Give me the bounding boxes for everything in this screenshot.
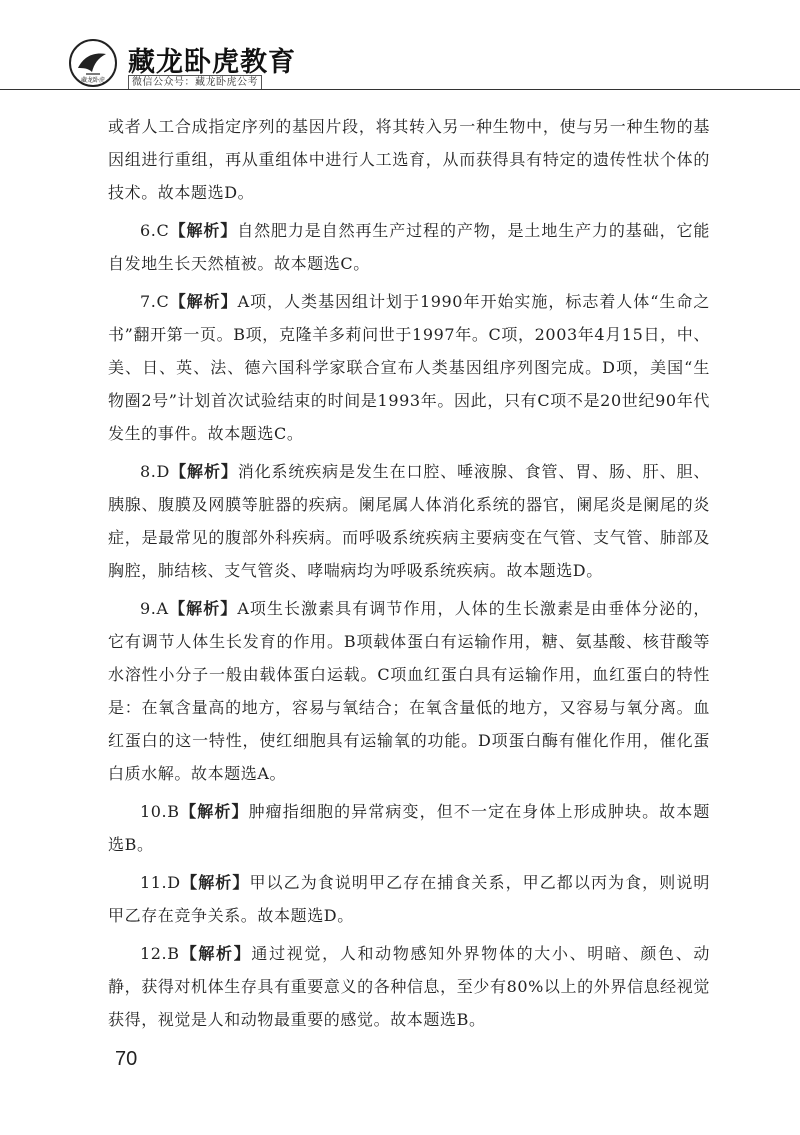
answer-letter: B [167, 802, 180, 821]
answer-letter: C [156, 292, 170, 311]
analysis-label: 【解析】 [169, 221, 238, 240]
question-number: 9. [140, 599, 157, 618]
page-number: 70 [115, 1048, 138, 1070]
paragraph-text: 自然肥力是自然再生产过程的产物，是土地生产力的基础，它能自发地生长天然植被。故本题选C。 [108, 221, 710, 273]
paragraph-text: 甲以乙为食说明甲乙存在捕食关系，甲乙都以丙为食，则说明甲乙存在竞争关系。故本题选D。 [108, 873, 711, 925]
paragraph-text: 通过视觉，人和动物感知外界物体的大小、明暗、颜色、动静，获得对机体生存具有重要意义的各种信息，至少有80%以上的外界信息经视觉获得，视觉是人和动物最重要的感觉。故本题选B。 [108, 944, 710, 1029]
paragraph-text: 肿瘤指细胞的异常病变，但不一定在身体上形成肿块。故本题选B。 [108, 802, 710, 854]
answer-letter: D [156, 462, 170, 481]
answer-item-10 [108, 795, 710, 861]
paragraph-text: A项生长激素具有调节作用，人体的生长激素是由垂体分泌的，它有调节人体生长发育的作用。B项载体蛋白有运输作用，糖、氨基酸、核苷酸等水溶性小分子一般由载体蛋白运载。C项血红蛋白具有运输作用，血红蛋白的特性是：在氧含量高的地方，容易与氧结合；在氧含量低的地方，又容易与氧分离。血红蛋白的这一特性，使红细胞具有运输氧的功能。D项蛋白酶有催化作用，催化蛋白质水解。故本题选A。 [108, 599, 710, 783]
question-number: 6. [140, 221, 157, 240]
paragraph-text: 或者人工合成指定序列的基因片段，将其转入另一种生物中，使与另一种生物的基因组进行重组，再从重组体中进行人工选育，从而获得具有特定的遗传性状个体的技术。故本题选D。 [108, 117, 710, 202]
answer-item-9 [108, 592, 710, 790]
answer-letter: D [167, 873, 181, 892]
analysis-label: 【解析】 [169, 292, 238, 311]
question-number: 11. [140, 873, 168, 892]
logo-text: 藏龙卧虎 [80, 77, 106, 84]
tiger-logo-icon [68, 38, 118, 88]
brand-title: 藏龙卧虎教育 [128, 47, 296, 78]
answer-item-6 [108, 214, 710, 280]
analysis-label: 【解析】 [180, 873, 250, 892]
answer-explanations [108, 110, 710, 1041]
answer-item-7 [108, 285, 710, 450]
answer-item-11 [108, 866, 710, 932]
answer-letter: B [167, 944, 180, 963]
question-number: 10. [140, 802, 168, 821]
analysis-label: 【解析】 [179, 944, 252, 963]
paragraph-text: 消化系统疾病是发生在口腔、唾液腺、食管、胃、肠、肝、胆、胰腺、腹膜及网膜等脏器的疾病。阑尾属人体消化系统的器官，阑尾炎是阑尾的炎症，是最常见的腹部外科疾病。而呼吸系统疾病主要病变在气管、支气管、肺部及胸腔，肺结核、支气管炎、哮喘病均为呼吸系统疾病。故本题选D。 [108, 462, 710, 580]
brand-tagline: 微信公众号：藏龙卧虎公考 [128, 75, 262, 90]
paragraph-continuation [108, 110, 710, 209]
answer-item-8 [108, 455, 710, 587]
analysis-label: 【解析】 [169, 462, 238, 481]
question-number: 7. [140, 292, 157, 311]
answer-letter: C [156, 221, 170, 240]
header-divider [0, 89, 800, 90]
answer-letter: A [156, 599, 169, 618]
analysis-label: 【解析】 [168, 599, 238, 618]
analysis-label: 【解析】 [179, 802, 249, 821]
paragraph-text: A项，人类基因组计划于1990年开始实施，标志着人体“生命之书”翻开第一页。B项，克隆羊多莉问世于1997年。C项，2003年4月15日，中、美、日、英、法、德六国科学家联合宣布人类基因组序列图完成。D项，美国“生物圈2号”计划首次试验结束的时间是1993年。因此，只有C项不是20世纪90年代发生的事件。故本题选C。 [108, 292, 710, 443]
page-header [0, 0, 800, 90]
question-number: 8. [140, 462, 157, 481]
answer-item-12 [108, 937, 710, 1036]
question-number: 12. [140, 944, 168, 963]
